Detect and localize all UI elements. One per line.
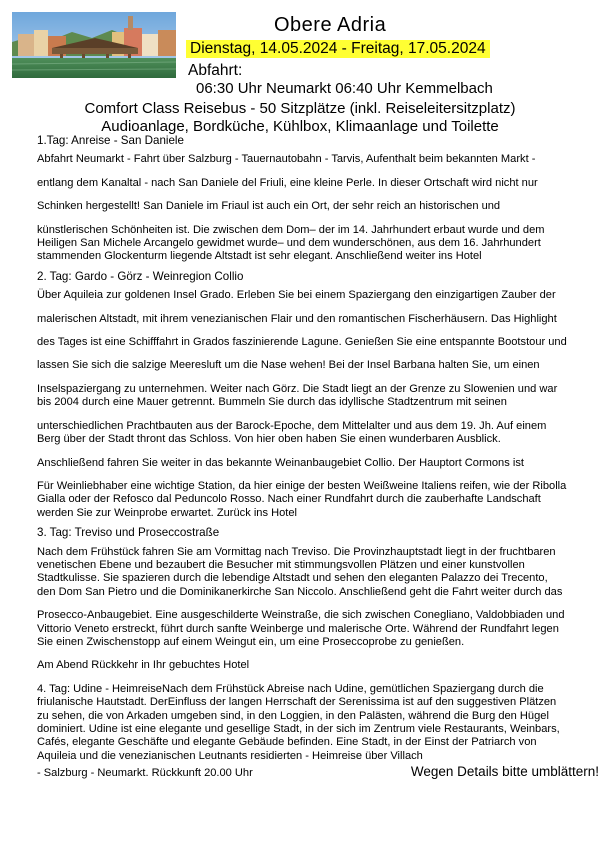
day-2-paragraph: Inselspaziergang zu unternehmen. Weiter nach Görz. Die Stadt liegt an der Grenze zu Slowenien und war bis 2004 durch eine Mauer getrennt. Bummeln Sie durch das idyllische Stadtzentrum mit seinen (37, 382, 558, 409)
day-3-heading: 3. Tag: Treviso und Proseccostraße (37, 526, 220, 540)
footer-row (37, 764, 599, 780)
header-photo (12, 12, 176, 78)
departure-times: 06:30 Uhr Neumarkt 06:40 Uhr Kemmelbach (196, 80, 493, 97)
footer-note: Wegen Details bitte umblättern! (410, 764, 599, 780)
day-2-paragraph: unterschiedlichen Prachtbauten aus der Barock-Epoche, dem Mittelalter und aus dem 19. Jh. Auf einem Berg über der Stadt thront das Schloss. Von hier oben haben Sie einen wunderbaren Ausblick. (37, 419, 547, 446)
day-2-heading: 2. Tag: Gardo - Görz - Weinregion Collio (37, 269, 244, 283)
day-3-paragraph: Am Abend Rückkehr in Ihr gebuchtes Hotel (37, 659, 250, 672)
day-1-heading: 1.Tag: Anreise - San Daniele (37, 134, 184, 147)
day-2-paragraph: des Tages ist eine Schifffahrt in Grados faszinierende Lagune. Genießen Sie eine entspannte Bootstour und (37, 336, 567, 349)
day-3-paragraph: Prosecco-Anbaugebiet. Eine ausgeschilderte Weinstraße, die sich zwischen Conegliano, Valdobbiaden und Vittorio Veneto erstreckt, führt durch sanfte Weinberge und malerische Orte. Während der Rundfahrt legen Sie einen Zwischenstopp auf einem Weingut ein, um eine Proseccoprobe zu genießen. (37, 609, 565, 648)
day-2-paragraph: malerischen Altstadt, mit ihrem venezianischen Flair und den romantischen Fischerhäusern. Das Highlight (37, 312, 557, 325)
day-3-paragraph: Nach dem Frühstück fahren Sie am Vormittag nach Treviso. Die Provinzhauptstadt liegt in der fruchtbaren venetischen Ebene und bezaubert die Besucher mit stimmungsvollen Plätzen und einer kunstvollen Stadtkulisse. Sie spazieren durch die lebendige Altstadt und sehen den eleganten Palazzo dei Trecento, den Dom San Pietro und die Dominikanerkirche San Niccolo. Anschließend geht die Fahrt weiter durch das (37, 545, 563, 598)
day-4-paragraph (37, 683, 567, 763)
day-4-heading: 4. Tag: Udine - Heimreise (37, 682, 162, 695)
bus-amenities: Audioanlage, Bordküche, Kühlbox, Klimaanlage und Toilette (101, 118, 499, 135)
page-title: Obere Adria (274, 14, 387, 36)
itinerary (37, 134, 599, 781)
day-4-text: Nach dem Frühstück Abreise nach Udine, gemütlichen Spaziergang durch die friulanische Hautstadt. DerEinfluss der langen Herrschaft der Serenissima ist auf den suggestiven Plätzen zu sehen, die von Arkaden umgeben sind, in den Loggien, in den Palästen, während die Burg den Hügel dominiert. Udine ist eine elegante und gesellige Stadt, in der sich im Zentrum viele Restaurants, Weinbars, Cafés, elegante Geschäfte und elegante Gebäude befinden. Eine Stadt, in der Einst der Patriarch von Aquileia und die venezianischen Leutnants residierten - Heimreise über Villach (37, 682, 560, 762)
day-2-paragraph: Für Weinliebhaber eine wichtige Station, da hier einige der besten Weißweine Italiens reifen, wie der Ribolla Gialla oder der Refosco dal Peduncolo Rosso. Nach einer Rundfahrt durch die zauberhafte Landschaft werden Sie zur Weinprobe erwartet. Zurück ins Hotel (37, 479, 567, 519)
day-2-paragraph: Über Aquileia zur goldenen Insel Grado. Erleben Sie bei einem Spaziergang den einzigartigen Zauber der (37, 289, 556, 302)
day-4-last-line: - Salzburg - Neumarkt. Rückkunft 20.00 Uhr (37, 767, 253, 780)
travel-dates: Dienstag, 14.05.2024 - Freitag, 17.05.2024 (186, 40, 490, 58)
bus-info: Comfort Class Reisebus - 50 Sitzplätze (inkl. Reiseleitersitzplatz) (84, 100, 516, 117)
departure-label: Abfahrt: (188, 62, 243, 79)
day-1-paragraph: Schinken hergestellt! San Daniele im Friaul ist auch ein Ort, der sehr reich an historischen und (37, 200, 501, 213)
day-1-paragraph: entlang dem Kanaltal - nach San Daniele del Friuli, eine kleine Perle. In dieser Ortschaft wird nicht nur (37, 176, 538, 189)
day-1-paragraph: künstlerischen Schönheiten ist. Die zwischen dem Dom– der im 14. Jahrhundert erbaut wurde und dem Heiligen San Michele Arcangelo gewidmet wurde– und dem wunderschönen, aus dem 16. Jahrhundert stammenden Glockenturm liegende Altstadt ist sehr elegant. Anschließend weiter ins Hotel (37, 223, 545, 263)
day-2-paragraph: lassen Sie sich die salzige Meeresluft um die Nase wehen! Bei der Insel Barbana halten Sie, um einen (37, 359, 540, 372)
day-2-paragraph: Anschließend fahren Sie weiter in das bekannte Weinanbaugebiet Collio. Der Hauptort Cormons ist (37, 456, 524, 469)
day-1-paragraph: Abfahrt Neumarkt - Fahrt über Salzburg - Tauernautobahn - Tarvis, Aufenthalt beim bekannten Markt - (37, 153, 536, 166)
